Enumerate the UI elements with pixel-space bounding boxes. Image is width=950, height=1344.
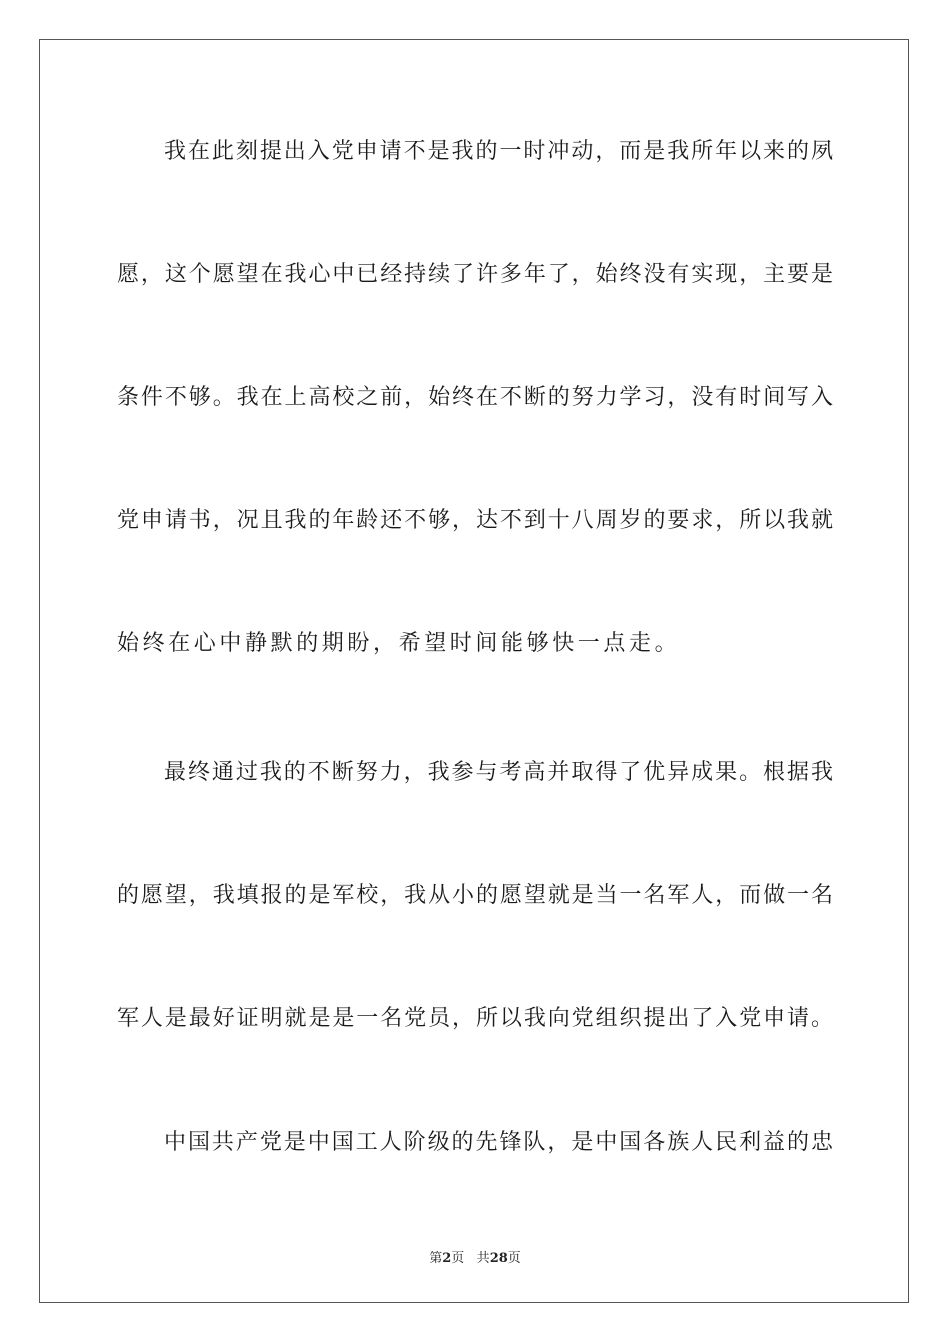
paragraph-3-line-1: 中国共产党是中国工人阶级的先锋队，是中国各族人民利益的忠 (164, 1130, 833, 1155)
paragraph-2-line-3: 军人是最好证明就是是一名党员，所以我向党组织提出了入党申请。 (117, 1006, 833, 1031)
total-prefix: 共 (476, 1251, 490, 1266)
paragraph-1-line-2: 愿，这个愿望在我心中已经持续了许多年了，始终没有实现，主要是 (117, 262, 833, 287)
paragraph-1-line-5: 始终在心中静默的期盼，希望时间能够快一点走。 (117, 631, 681, 656)
page-footer (0, 1247, 950, 1266)
page-suffix: 页 (451, 1251, 465, 1266)
page-border (39, 39, 909, 1303)
paragraph-2-line-2: 的愿望，我填报的是军校，我从小的愿望就是当一名军人，而做一名 (117, 883, 833, 908)
paragraph-1-line-4: 党申请书，况且我的年龄还不够，达不到十八周岁的要求，所以我就 (117, 508, 833, 533)
page-prefix: 第 (429, 1251, 443, 1266)
page-number: 2 (442, 1251, 452, 1266)
paragraph-1-line-3: 条件不够。我在上高校之前，始终在不断的努力学习，没有时间写入 (117, 385, 833, 410)
paragraph-2-line-1: 最终通过我的不断努力，我参与考高并取得了优异成果。根据我 (164, 760, 833, 785)
paragraph-1-line-1: 我在此刻提出入党申请不是我的一时冲动，而是我所年以来的夙 (164, 139, 833, 164)
total-pages: 28 (489, 1251, 508, 1266)
total-suffix: 页 (507, 1251, 521, 1266)
